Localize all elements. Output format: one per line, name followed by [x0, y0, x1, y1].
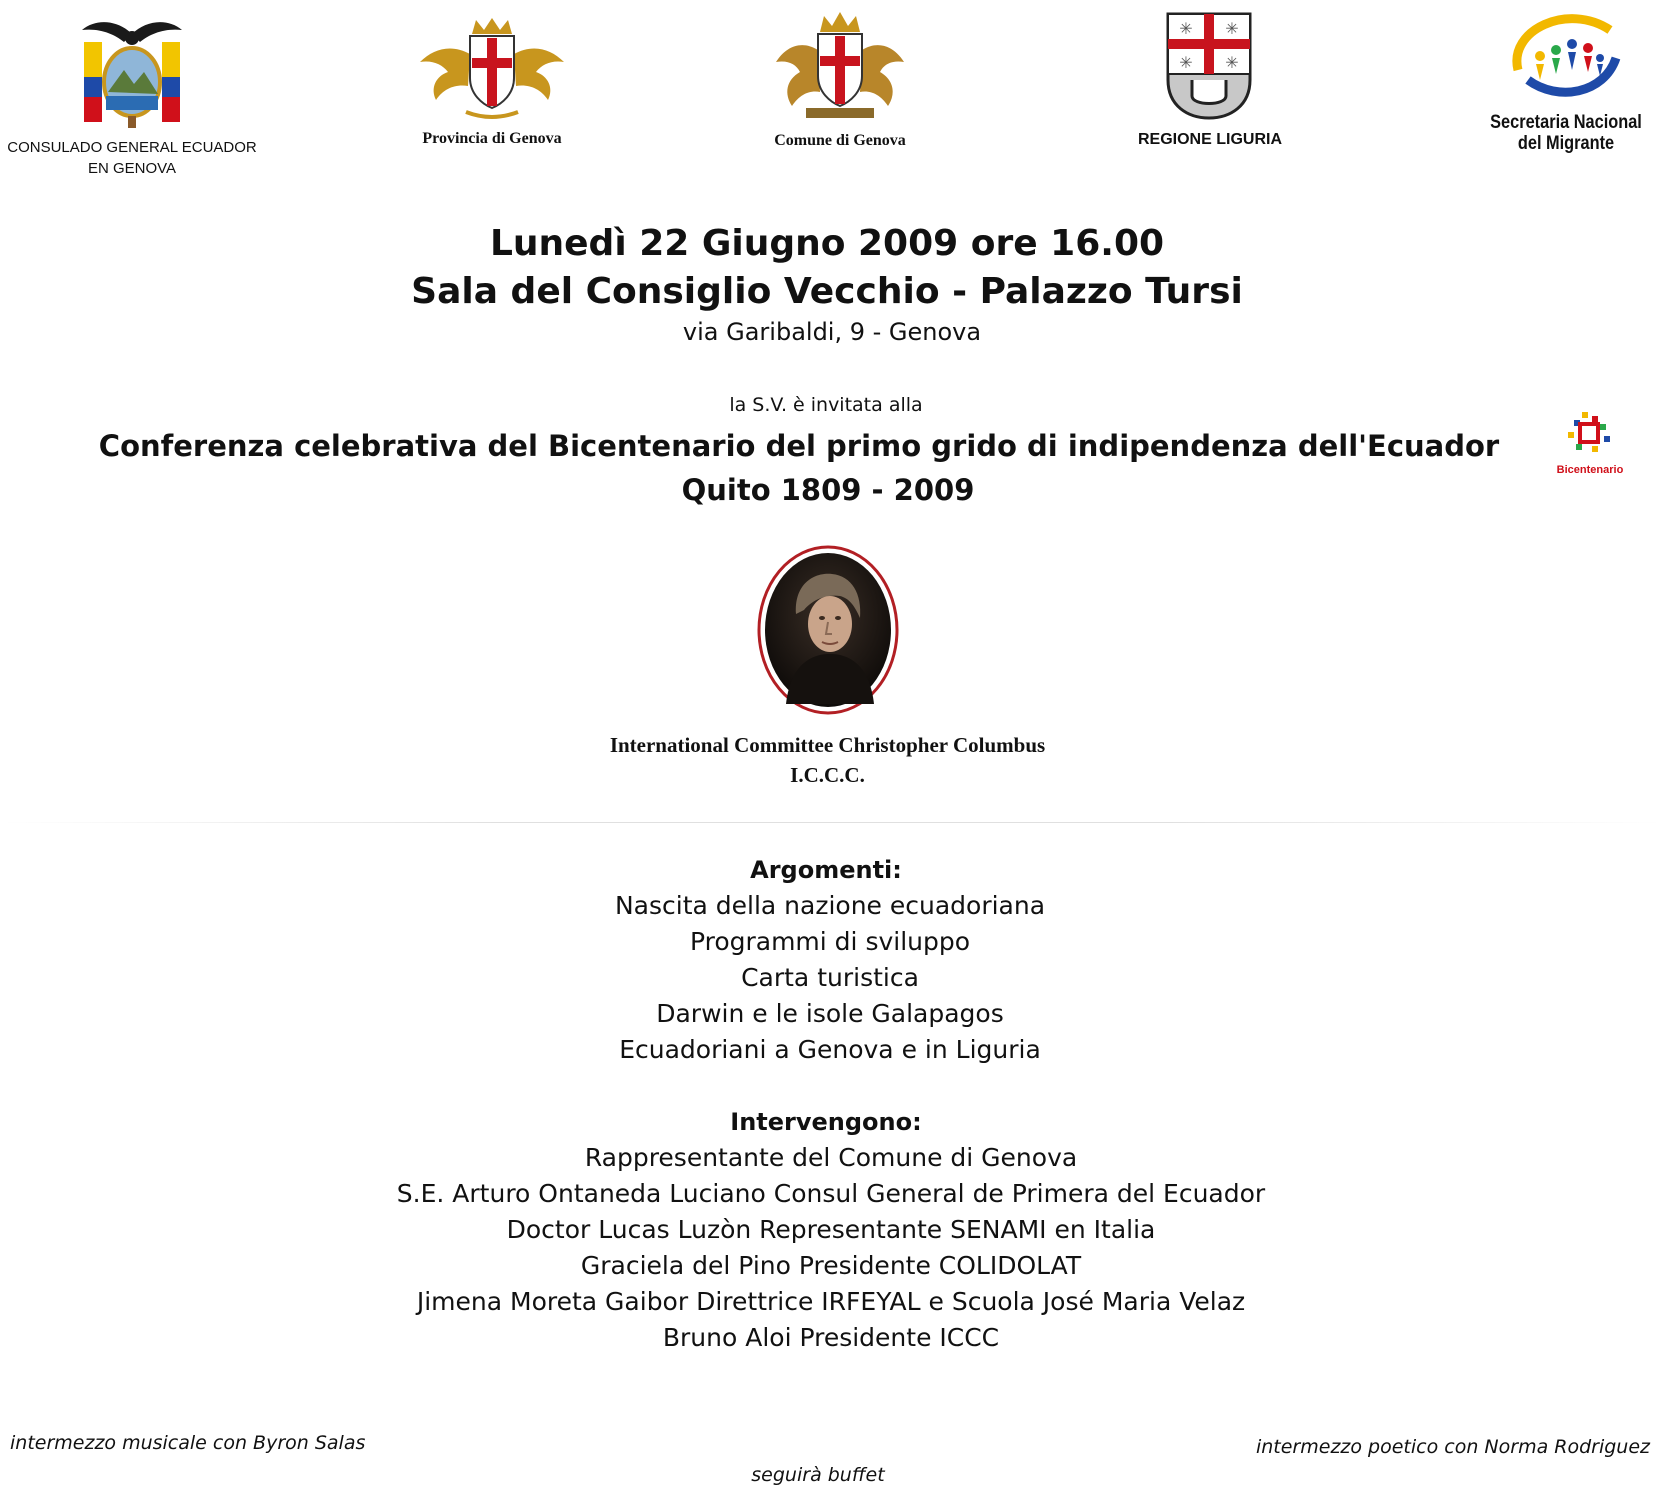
- footer-poetry-note: intermezzo poetico con Norma Rodriguez: [1255, 1436, 1650, 1458]
- title-line1: Conferenza celebrativa del Bicentenario del primo grido di indipendenza dell'Ecuador: [98, 429, 1500, 463]
- speaker-item: Jimena Moreta Gaibor Direttrice IRFEYAL e Scuola José Maria Velaz: [416, 1287, 1246, 1316]
- committee-name: International Committee Christopher Columbus: [609, 733, 1046, 757]
- comune-caption: Comune di Genova: [774, 132, 906, 149]
- consulado-caption: [0, 137, 264, 179]
- speaker-item: Doctor Lucas Luzòn Representante SENAMI en Italia: [506, 1215, 1156, 1244]
- fold-divider: [0, 822, 1664, 823]
- argomenti-section: [0, 852, 1664, 1068]
- invite-line: la S.V. è invitata alla: [729, 394, 923, 416]
- columbus-portrait: [756, 544, 900, 716]
- provincia-caption: Provincia di Genova: [422, 130, 562, 147]
- bicentenario-logo-icon: [1552, 410, 1628, 470]
- ecuador-coat-of-arms-icon: [78, 12, 186, 132]
- migrant-figures-icon: [1508, 8, 1624, 108]
- bicentenario-label: Bicentenario: [1556, 464, 1624, 476]
- senami-caption: [1480, 112, 1652, 154]
- comune-genova-crest-icon: [772, 10, 908, 122]
- venue-line: Sala del Consiglio Vecchio - Palazzo Tursi: [411, 271, 1243, 312]
- consulado-line1: CONSULADO GENERAL ECUADOR: [7, 139, 257, 156]
- svg-text:✳: ✳: [1179, 53, 1193, 72]
- svg-text:✳: ✳: [1225, 19, 1239, 38]
- argomenti-heading: Argomenti:: [750, 856, 902, 884]
- date-line: Lunedì 22 Giugno 2009 ore 16.00: [489, 223, 1165, 264]
- argomenti-item: Darwin e le isole Galapagos: [656, 999, 1004, 1028]
- svg-text:✳: ✳: [1225, 53, 1239, 72]
- committee-acronym: I.C.C.C.: [790, 763, 865, 787]
- consulado-line2: EN GENOVA: [87, 160, 177, 177]
- regione-caption: REGIONE LIGURIA: [1137, 131, 1282, 148]
- conference-title: [0, 424, 1664, 512]
- svg-text:✳: ✳: [1179, 19, 1193, 38]
- speaker-item: Graciela del Pino Presidente COLIDOLAT: [580, 1251, 1082, 1280]
- senami-line1: Secretaria Nacional: [1490, 112, 1642, 133]
- argomenti-item: Nascita della nazione ecuadoriana: [614, 891, 1046, 920]
- regione-liguria-shield-icon: [1164, 10, 1254, 122]
- footer-buffet-note: seguirà buffet: [751, 1464, 885, 1486]
- intervengono-heading: Intervengono:: [730, 1108, 922, 1136]
- speaker-item: S.E. Arturo Ontaneda Luciano Consul General de Primera del Ecuador: [396, 1179, 1266, 1208]
- provincia-genova-crest-icon: [412, 14, 572, 124]
- title-line2: Quito 1809 - 2009: [681, 473, 975, 507]
- address-line: via Garibaldi, 9 - Genova: [682, 318, 982, 346]
- senami-line2: del Migrante: [1517, 133, 1615, 154]
- speaker-item: Rappresentante del Comune di Genova: [584, 1143, 1078, 1172]
- speaker-item: Bruno Aloi Presidente ICCC: [662, 1323, 1000, 1352]
- footer-music-note: intermezzo musicale con Byron Salas: [10, 1432, 366, 1454]
- argomenti-item: Carta turistica: [741, 963, 919, 992]
- event-date-heading: [0, 220, 1664, 316]
- argomenti-item: Ecuadoriani a Genova e in Liguria: [619, 1035, 1041, 1064]
- committee-block: [0, 730, 1664, 790]
- argomenti-item: Programmi di sviluppo: [689, 927, 971, 956]
- intervengono-section: [0, 1104, 1664, 1356]
